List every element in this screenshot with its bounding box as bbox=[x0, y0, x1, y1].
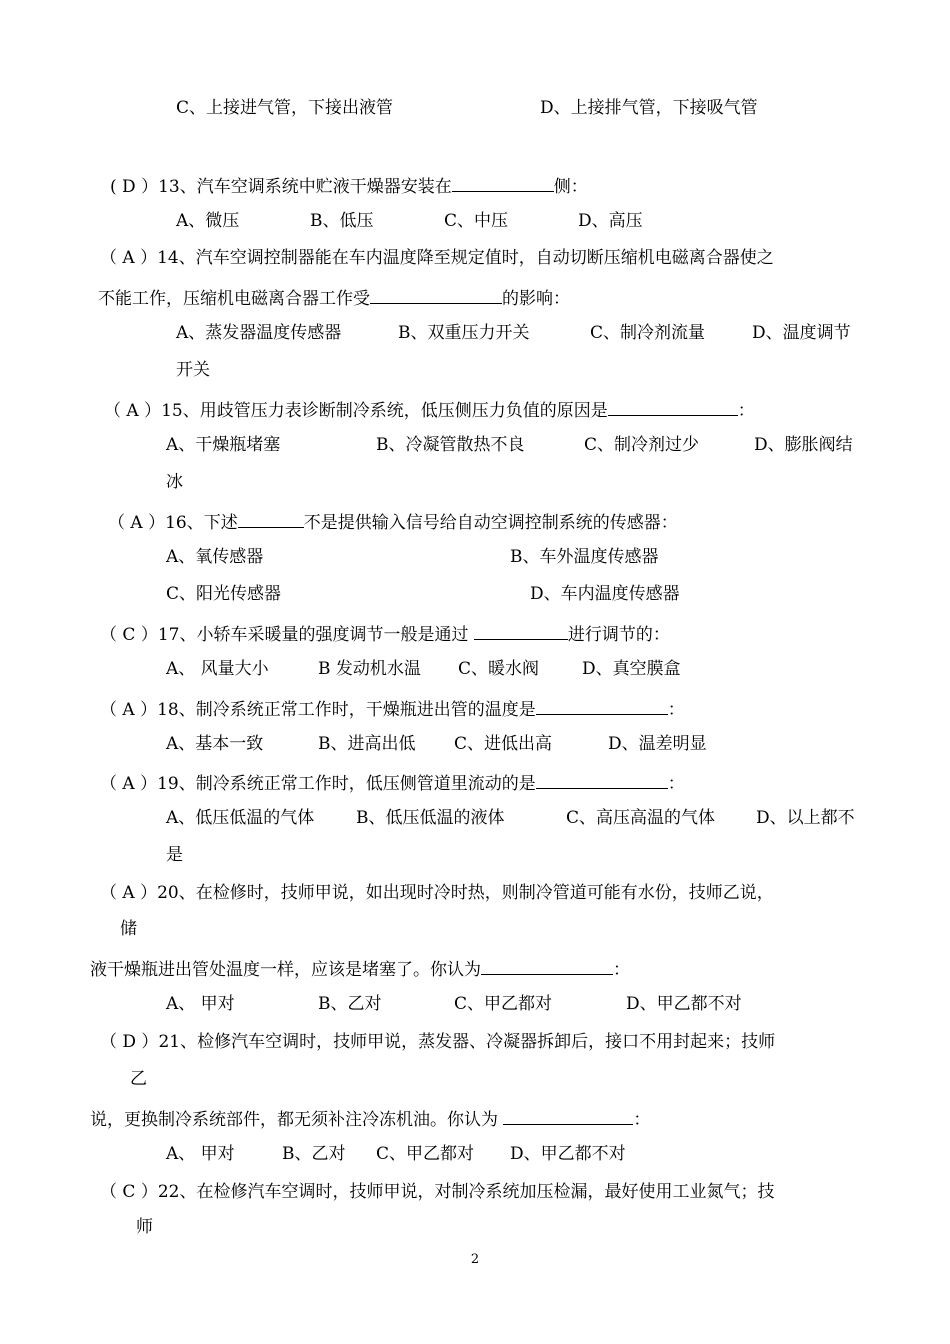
q21-text: 21、检修汽车空调时，技师甲说，蒸发器、冷凝器拆卸后，接口不用封起来；技师 bbox=[158, 1032, 776, 1052]
q19-blank bbox=[536, 770, 668, 789]
q15-option-b: B、冷凝管散热不良 bbox=[376, 435, 525, 455]
q20-stem-line1-wrap: 储 bbox=[120, 919, 137, 939]
q18-text: 18、制冷系统正常工作时，干燥瓶进出管的温度是 bbox=[157, 700, 536, 720]
q14-stem-line2 bbox=[98, 285, 570, 310]
q13-option-d: D、高压 bbox=[578, 211, 643, 231]
q20-text-end: ： bbox=[613, 960, 630, 980]
q15-blank bbox=[608, 397, 738, 416]
q21-stem-line1-wrap: 乙 bbox=[130, 1069, 147, 1089]
q22-answer: （ C ） bbox=[100, 1182, 158, 1202]
q14-text-end: 的影响： bbox=[502, 289, 570, 309]
q13-text-end: 侧： bbox=[553, 177, 588, 197]
q15-stem bbox=[104, 397, 755, 422]
q16-stem bbox=[108, 509, 678, 534]
q22-text: 22、在检修汽车空调时，技师甲说，对制冷系统加压检漏，最好使用工业氮气；技 bbox=[157, 1182, 775, 1202]
q20-option-d: D、甲乙都不对 bbox=[626, 994, 742, 1014]
q21-text-2: 说，更换制冷系统部件，都无须补注冷冻机油。你认为 bbox=[90, 1110, 498, 1130]
q15-text: 15、用歧管压力表诊断制冷系统，低压侧压力负值的原因是 bbox=[161, 401, 608, 421]
q15-option-c: C、制冷剂过少 bbox=[584, 435, 700, 455]
q16-answer: （ A ） bbox=[108, 513, 166, 533]
q15-option-d-cont: 冰 bbox=[166, 472, 183, 492]
q13-text: 13、汽车空调系统中贮液干燥器安装在 bbox=[158, 177, 452, 197]
q16-option-d: D、车内温度传感器 bbox=[530, 584, 680, 604]
q20-stem-line1 bbox=[100, 882, 774, 904]
q19-option-d: D、以上都不 bbox=[756, 808, 855, 828]
q20-text-2: 液干燥瓶进出管处温度一样，应该是堵塞了。你认为 bbox=[90, 960, 481, 980]
q16-text: 16、下述 bbox=[165, 513, 238, 533]
q21-text-end: ： bbox=[633, 1110, 651, 1130]
q21-answer: （ D ） bbox=[100, 1032, 159, 1052]
q14-answer: （ A ） bbox=[100, 248, 158, 268]
q14-option-b: B、双重压力开关 bbox=[398, 323, 530, 343]
q14-option-d-cont: 开关 bbox=[176, 360, 210, 380]
q21-option-b: B、乙对 bbox=[282, 1144, 346, 1164]
q15-text-end: ： bbox=[737, 401, 755, 421]
q20-option-a: A、 甲对 bbox=[166, 994, 235, 1014]
q17-option-a: A、 风量大小 bbox=[166, 659, 269, 679]
q13-answer: ( D ） bbox=[110, 177, 159, 197]
q20-option-c: C、甲乙都对 bbox=[454, 994, 553, 1014]
q16-option-a: A、氧传感器 bbox=[166, 547, 264, 567]
q19-option-c: C、高压高温的气体 bbox=[566, 808, 716, 828]
q16-text-end: 不是提供输入信号给自动空调控制系统的传感器： bbox=[303, 513, 678, 533]
q22-stem-line1 bbox=[100, 1181, 774, 1203]
q15-option-a: A、干燥瓶堵塞 bbox=[166, 435, 281, 455]
q18-option-a: A、基本一致 bbox=[166, 734, 264, 754]
q21-stem-line2 bbox=[90, 1106, 650, 1131]
q18-answer: （ A ） bbox=[100, 700, 158, 720]
q12-option-c: C、上接进气管，下接出液管 bbox=[176, 98, 394, 118]
q18-option-b: B、进高出低 bbox=[318, 734, 416, 754]
q13-blank bbox=[452, 173, 554, 192]
q17-option-b: B 发动机水温 bbox=[318, 659, 421, 679]
q19-option-b: B、低压低温的液体 bbox=[356, 808, 505, 828]
q22-stem-line1-wrap: 师 bbox=[136, 1217, 153, 1237]
q17-answer: （ C ） bbox=[100, 625, 158, 645]
q19-option-a: A、低压低温的气体 bbox=[166, 808, 315, 828]
q20-answer: （ A ） bbox=[100, 883, 158, 903]
q13-stem bbox=[110, 173, 588, 198]
q18-option-d: D、温差明显 bbox=[608, 734, 707, 754]
q14-stem-line1 bbox=[100, 247, 774, 269]
q14-option-a: A、蒸发器温度传感器 bbox=[176, 323, 342, 343]
q16-option-b: B、车外温度传感器 bbox=[510, 547, 659, 567]
q14-option-c: C、制冷剂流量 bbox=[590, 323, 706, 343]
q21-option-a: A、 甲对 bbox=[166, 1144, 235, 1164]
q14-blank bbox=[370, 285, 502, 304]
q14-text-2: 不能工作，压缩机电磁离合器工作受 bbox=[98, 289, 370, 309]
q14-option-d: D、温度调节 bbox=[752, 323, 851, 343]
q17-blank bbox=[474, 621, 568, 640]
q20-blank bbox=[481, 956, 613, 975]
q13-option-a: A、微压 bbox=[176, 211, 240, 231]
q13-option-b: B、低压 bbox=[310, 211, 374, 231]
q17-stem bbox=[100, 621, 670, 646]
q17-text-end: 进行调节的： bbox=[567, 625, 670, 645]
q19-option-d-cont: 是 bbox=[166, 845, 183, 865]
q15-answer: （ A ） bbox=[104, 401, 162, 421]
q16-option-c: C、阳光传感器 bbox=[166, 584, 282, 604]
q21-option-c: C、甲乙都对 bbox=[376, 1144, 475, 1164]
q16-blank bbox=[238, 509, 304, 528]
q18-text-end: ： bbox=[667, 700, 685, 720]
q21-blank bbox=[503, 1106, 633, 1125]
q14-text: 14、汽车空调控制器能在车内温度降至规定值时，自动切断压缩机电磁离合器使之 bbox=[157, 248, 774, 268]
q19-text: 19、制冷系统正常工作时，低压侧管道里流动的是 bbox=[157, 774, 536, 794]
q12-option-d: D、上接排气管，下接吸气管 bbox=[540, 98, 758, 118]
q19-answer: （ A ） bbox=[100, 774, 158, 794]
page-number: 2 bbox=[470, 1252, 480, 1267]
q13-option-c: C、中压 bbox=[444, 211, 509, 231]
q17-option-c: C、暖水阀 bbox=[458, 659, 540, 679]
q18-option-c: C、进低出高 bbox=[454, 734, 553, 754]
q21-stem-line1 bbox=[100, 1031, 775, 1053]
q19-stem bbox=[100, 770, 685, 795]
q17-text: 17、小轿车采暖量的强度调节一般是通过 bbox=[157, 625, 469, 645]
q20-option-b: B、乙对 bbox=[318, 994, 382, 1014]
q20-stem-line2 bbox=[90, 956, 630, 981]
q17-option-d: D、真空膜盒 bbox=[582, 659, 681, 679]
q21-option-d: D、甲乙都不对 bbox=[510, 1144, 626, 1164]
q18-stem bbox=[100, 696, 685, 721]
q18-blank bbox=[536, 696, 668, 715]
q19-text-end: ： bbox=[667, 774, 685, 794]
q15-option-d: D、膨胀阀结 bbox=[754, 435, 853, 455]
q20-text: 20、在检修时，技师甲说，如出现时冷时热，则制冷管道可能有水份，技师乙说， bbox=[157, 883, 774, 903]
